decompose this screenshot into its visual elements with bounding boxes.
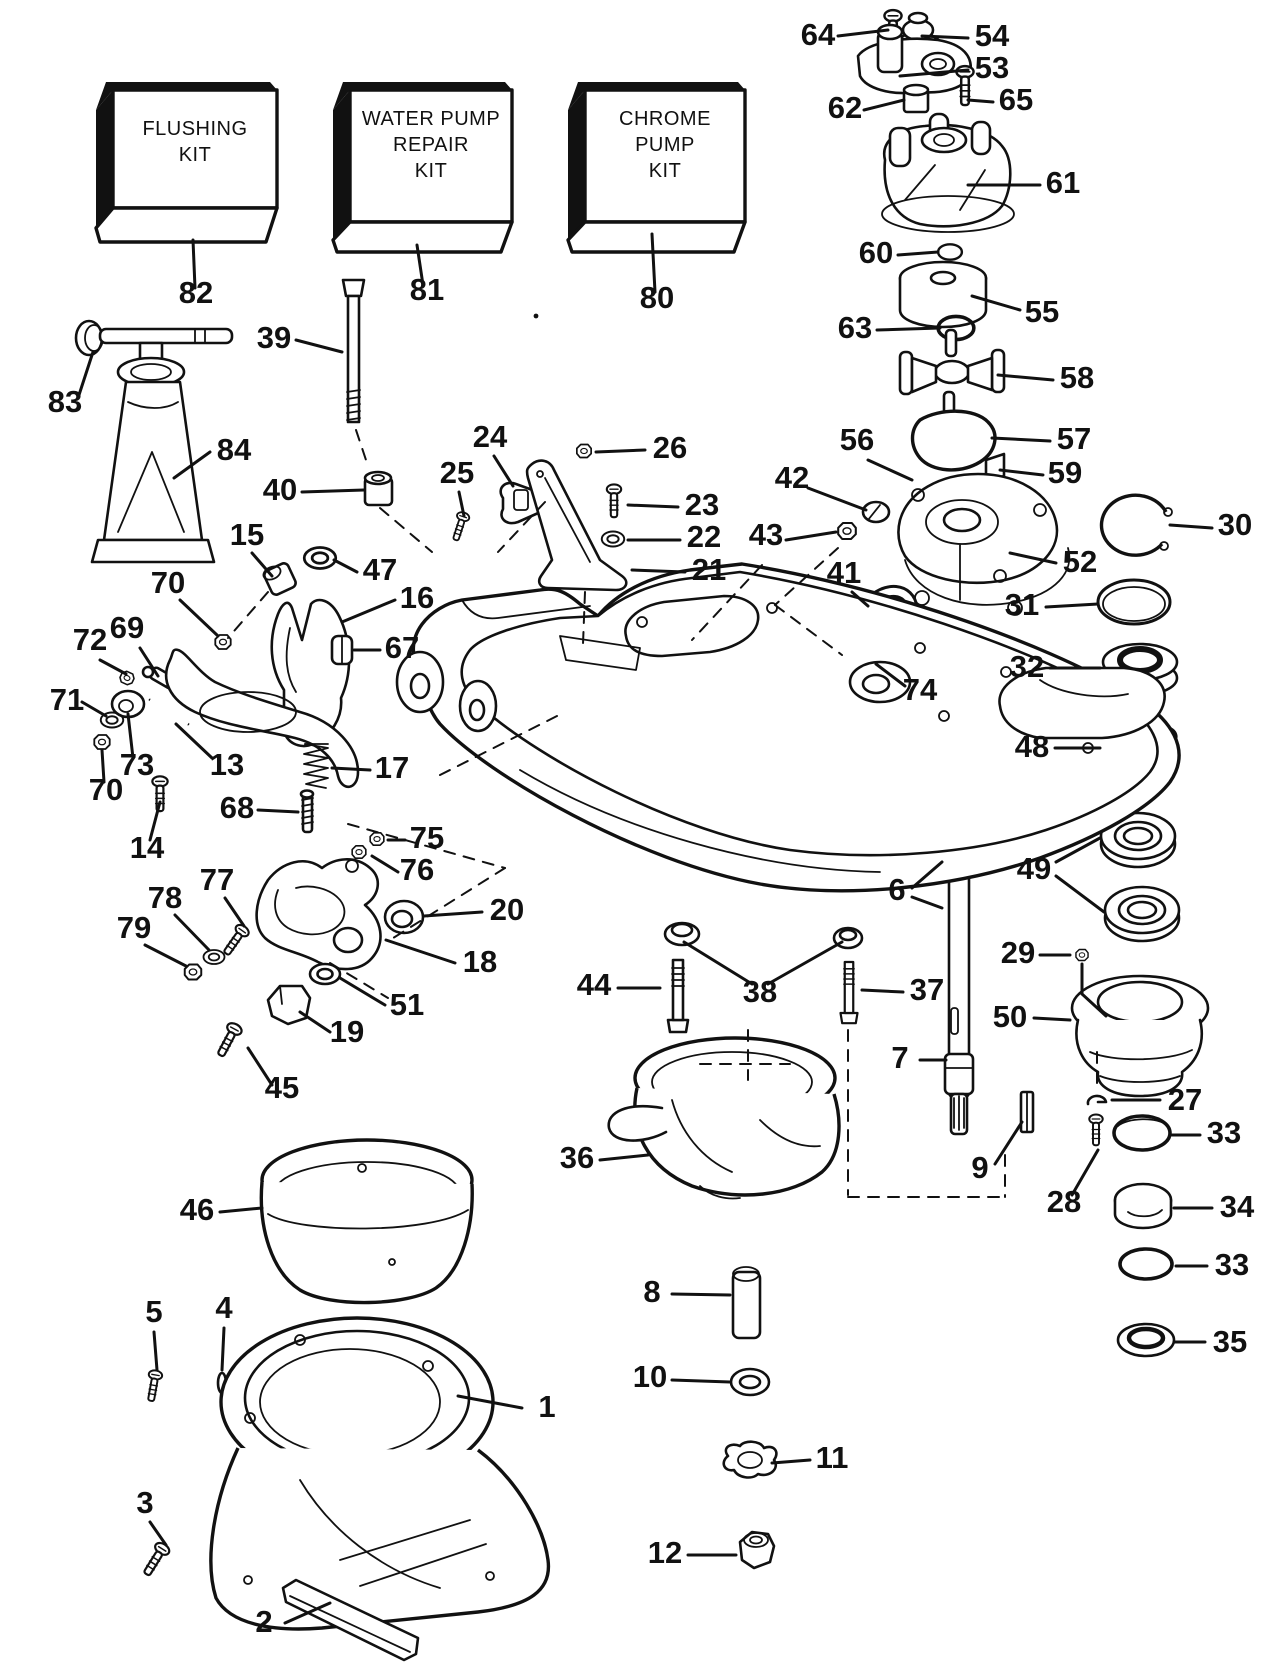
nut-70-lower: [94, 735, 109, 749]
part-number-label-23: 23: [684, 487, 720, 522]
leader-line: [768, 942, 842, 984]
pin-67: [332, 636, 352, 664]
leader-line: [300, 1012, 330, 1032]
leader-line: [340, 978, 385, 1005]
part-number-label-78: 78: [147, 880, 183, 915]
part-number-label-59: 59: [1047, 455, 1083, 490]
part-number-label-44: 44: [576, 967, 612, 1002]
leader-line: [868, 460, 912, 480]
part-number-label-47: 47: [362, 552, 398, 587]
seal-35: [1118, 1324, 1174, 1356]
part-number-label-17: 17: [374, 750, 410, 785]
part-number-label-15: 15: [229, 517, 265, 552]
part-number-label-16: 16: [399, 580, 435, 615]
screw-28: [1089, 1115, 1103, 1146]
part-number-label-68: 68: [219, 790, 255, 825]
part-number-label-51: 51: [389, 987, 425, 1022]
part-number-label-55: 55: [1024, 294, 1060, 329]
leader-line: [302, 490, 364, 492]
part-number-label-82: 82: [178, 275, 214, 310]
leader-line: [180, 600, 218, 636]
leader-line: [672, 1294, 730, 1295]
part-number-label-24: 24: [472, 419, 508, 454]
leader-line: [596, 450, 645, 452]
screw-68: [301, 791, 313, 833]
part-number-label-56: 56: [839, 422, 875, 457]
part-number-label-77: 77: [199, 862, 235, 897]
oring-33-lower: [1120, 1249, 1172, 1279]
locknut-12: [740, 1532, 774, 1568]
part-number-label-48: 48: [1014, 729, 1050, 764]
part-number-label-7: 7: [891, 1040, 909, 1075]
nut-75: [370, 833, 384, 845]
leader-line: [864, 100, 904, 110]
impeller-58: [900, 330, 1004, 420]
part-number-label-27: 27: [1167, 1082, 1203, 1117]
part-number-label-62: 62: [827, 90, 863, 125]
part-number-label-71: 71: [49, 682, 85, 717]
leader-line: [600, 1155, 648, 1160]
leader-line: [1046, 604, 1098, 607]
part-number-label-5: 5: [145, 1294, 163, 1329]
part-number-label-9: 9: [971, 1150, 989, 1185]
flanged-nut-38-left: [665, 923, 699, 945]
part-number-label-65: 65: [998, 82, 1034, 117]
part-number-label-11: 11: [815, 1440, 849, 1475]
part-number-label-76: 76: [399, 852, 435, 887]
screw-23: [607, 484, 621, 517]
clip-27: [1088, 1096, 1106, 1104]
retaining-ring-30: [1101, 495, 1172, 555]
part-number-label-73: 73: [119, 747, 155, 782]
leader-line: [494, 456, 513, 486]
nut-26: [577, 445, 591, 458]
leader-line: [632, 570, 685, 572]
leader-line: [786, 532, 836, 540]
part-number-label-2: 2: [255, 1604, 273, 1639]
part-number-label-13: 13: [209, 747, 245, 782]
pin-8: [733, 1267, 760, 1338]
part-number-label-37: 37: [909, 972, 945, 1007]
jet-drive-housing: [397, 564, 1179, 891]
oring-31: [1098, 580, 1170, 624]
part-number-label-34: 34: [1219, 1189, 1255, 1224]
water-pump-housing-61: [882, 114, 1014, 232]
part-number-label-14: 14: [129, 830, 165, 865]
part-number-label-50: 50: [992, 999, 1028, 1034]
leader-line: [258, 810, 298, 812]
part-number-label-40: 40: [262, 472, 298, 507]
alignment-dash-line: [356, 430, 368, 466]
part-number-label-60: 60: [858, 235, 894, 270]
part-number-label-32: 32: [1009, 649, 1045, 684]
leader-line: [898, 252, 938, 255]
leader-line: [145, 945, 186, 966]
part-number-label-31: 31: [1004, 587, 1040, 622]
nut-29: [1076, 950, 1088, 961]
thrust-cup-34: [1115, 1184, 1171, 1228]
leader-line: [672, 1380, 730, 1382]
part-number-label-33: 33: [1214, 1247, 1250, 1282]
part-number-label-41: 41: [826, 555, 862, 590]
part-number-label-64: 64: [800, 17, 836, 52]
part-number-label-70: 70: [88, 772, 124, 807]
leader-line: [225, 898, 244, 926]
bushing-62: [904, 85, 928, 112]
speck-dot: [534, 314, 539, 319]
leader-line: [332, 768, 370, 770]
part-number-label-35: 35: [1212, 1324, 1248, 1359]
anode-bracket-21: [527, 461, 626, 590]
part-number-label-3: 3: [136, 1485, 154, 1520]
washer-20: [385, 901, 423, 933]
intake-housing-1: [211, 1318, 549, 1629]
part-number-label-20: 20: [489, 892, 525, 927]
leader-line: [628, 505, 678, 507]
screw-25: [450, 511, 471, 542]
part-number-label-53: 53: [974, 50, 1010, 85]
part-number-label-33: 33: [1206, 1115, 1242, 1150]
part-number-label-42: 42: [774, 460, 810, 495]
cup-46: [261, 1140, 472, 1303]
part-number-label-1: 1: [538, 1389, 556, 1424]
leader-line: [877, 328, 940, 330]
bolt-44: [668, 960, 688, 1032]
washer-78: [204, 950, 225, 964]
part-number-label-19: 19: [329, 1014, 365, 1049]
bearing-housing-50: [1072, 976, 1208, 1096]
chrome-pump-kit-label: CHROME PUMP KIT: [619, 108, 711, 182]
part-number-label-38: 38: [742, 974, 778, 1009]
wear-cup-55: [900, 262, 986, 327]
leader-line: [175, 915, 209, 950]
oring-60: [938, 244, 962, 259]
leader-line: [995, 1122, 1022, 1164]
leader-line: [968, 100, 993, 102]
leader-line: [82, 702, 106, 716]
grease-gun-83-84: [76, 321, 232, 562]
part-number-label-46: 46: [179, 1192, 215, 1227]
leader-line: [808, 488, 866, 510]
washer-47: [304, 548, 336, 569]
alignment-dash-line: [228, 592, 268, 638]
screw-77: [220, 923, 251, 958]
leader-line: [342, 600, 395, 622]
driveshaft-lower-7: [945, 868, 973, 1134]
part-number-label-58: 58: [1059, 360, 1095, 395]
leader-line: [1056, 876, 1104, 912]
leader-line: [1000, 470, 1043, 475]
tab-washer-11: [724, 1442, 777, 1478]
part-number-label-54: 54: [974, 18, 1010, 53]
gasket-57: [913, 411, 995, 470]
part-number-label-79: 79: [116, 910, 152, 945]
part-number-label-80: 80: [639, 280, 675, 315]
part-number-label-45: 45: [264, 1070, 300, 1105]
bearing-49-lower: [1105, 887, 1179, 941]
part-number-label-61: 61: [1045, 165, 1081, 200]
nut-43: [838, 523, 856, 539]
part-number-label-21: 21: [691, 552, 727, 587]
part-number-label-4: 4: [215, 1290, 233, 1325]
cam-plate-18: [257, 859, 381, 969]
part-number-label-70: 70: [150, 565, 186, 600]
part-number-label-72: 72: [72, 622, 108, 657]
impeller-scoop-36: [609, 1038, 839, 1199]
fitting-42: [863, 502, 889, 522]
bushing-40: [365, 472, 392, 505]
leader-line: [296, 340, 342, 352]
screw-5: [144, 1369, 163, 1402]
part-number-label-36: 36: [559, 1140, 595, 1175]
leader-line: [222, 1328, 224, 1370]
part-number-label-12: 12: [647, 1535, 683, 1570]
leader-line: [998, 375, 1053, 380]
part-number-label-52: 52: [1062, 544, 1098, 579]
part-number-label-30: 30: [1217, 507, 1253, 542]
part-number-label-39: 39: [256, 320, 292, 355]
part-number-label-28: 28: [1046, 1184, 1082, 1219]
leader-line: [1034, 1018, 1070, 1020]
leader-line: [1170, 525, 1212, 528]
part-number-label-75: 75: [409, 820, 445, 855]
flushing-kit-label: FLUSHING KIT: [142, 118, 248, 166]
leader-line: [334, 560, 357, 572]
leader-line: [154, 1332, 157, 1370]
part-number-label-10: 10: [632, 1359, 668, 1394]
leader-line: [100, 660, 126, 674]
part-number-label-18: 18: [462, 944, 498, 979]
part-number-label-43: 43: [748, 517, 784, 552]
washer-22: [602, 532, 625, 547]
part-number-label-74: 74: [902, 672, 938, 707]
alignment-dash-line: [380, 508, 432, 552]
bushing-15: [261, 562, 297, 597]
water-pump-repair-kit-label: WATER PUMP REPAIR KIT: [361, 108, 501, 182]
leader-line: [220, 1208, 262, 1212]
part-number-label-49: 49: [1016, 851, 1052, 886]
screw-45: [214, 1021, 244, 1059]
part-number-label-25: 25: [439, 455, 475, 490]
oring-33-upper: [1114, 1116, 1170, 1150]
leader-line: [912, 897, 942, 908]
leader-line: [372, 856, 398, 872]
nut-76: [352, 846, 366, 858]
leader-line: [386, 940, 455, 963]
part-number-label-84: 84: [216, 432, 252, 467]
drive-key-9: [1021, 1092, 1033, 1132]
part-number-label-69: 69: [109, 610, 145, 645]
pump-base-plate-56: [898, 474, 1057, 600]
part-number-label-26: 26: [652, 430, 688, 465]
part-number-label-22: 22: [686, 519, 722, 554]
part-number-label-81: 81: [409, 272, 445, 307]
hex-nut-19: [268, 986, 310, 1024]
leader-line: [922, 36, 968, 38]
leader-line: [252, 553, 272, 576]
part-number-label-63: 63: [837, 310, 873, 345]
leader-line: [992, 438, 1050, 441]
part-number-label-8: 8: [643, 1274, 661, 1309]
leader-line: [176, 724, 212, 758]
leader-line: [772, 1460, 810, 1463]
bolt-37: [841, 962, 858, 1023]
part-number-label-6: 6: [888, 872, 906, 907]
part-number-label-83: 83: [47, 384, 83, 419]
leader-line: [862, 990, 903, 992]
bolt-39: [343, 280, 364, 422]
part-number-label-29: 29: [1000, 935, 1036, 970]
washer-10: [731, 1369, 769, 1395]
leader-line: [150, 1522, 166, 1545]
part-number-label-67: 67: [384, 630, 420, 665]
part-number-label-57: 57: [1056, 421, 1092, 456]
